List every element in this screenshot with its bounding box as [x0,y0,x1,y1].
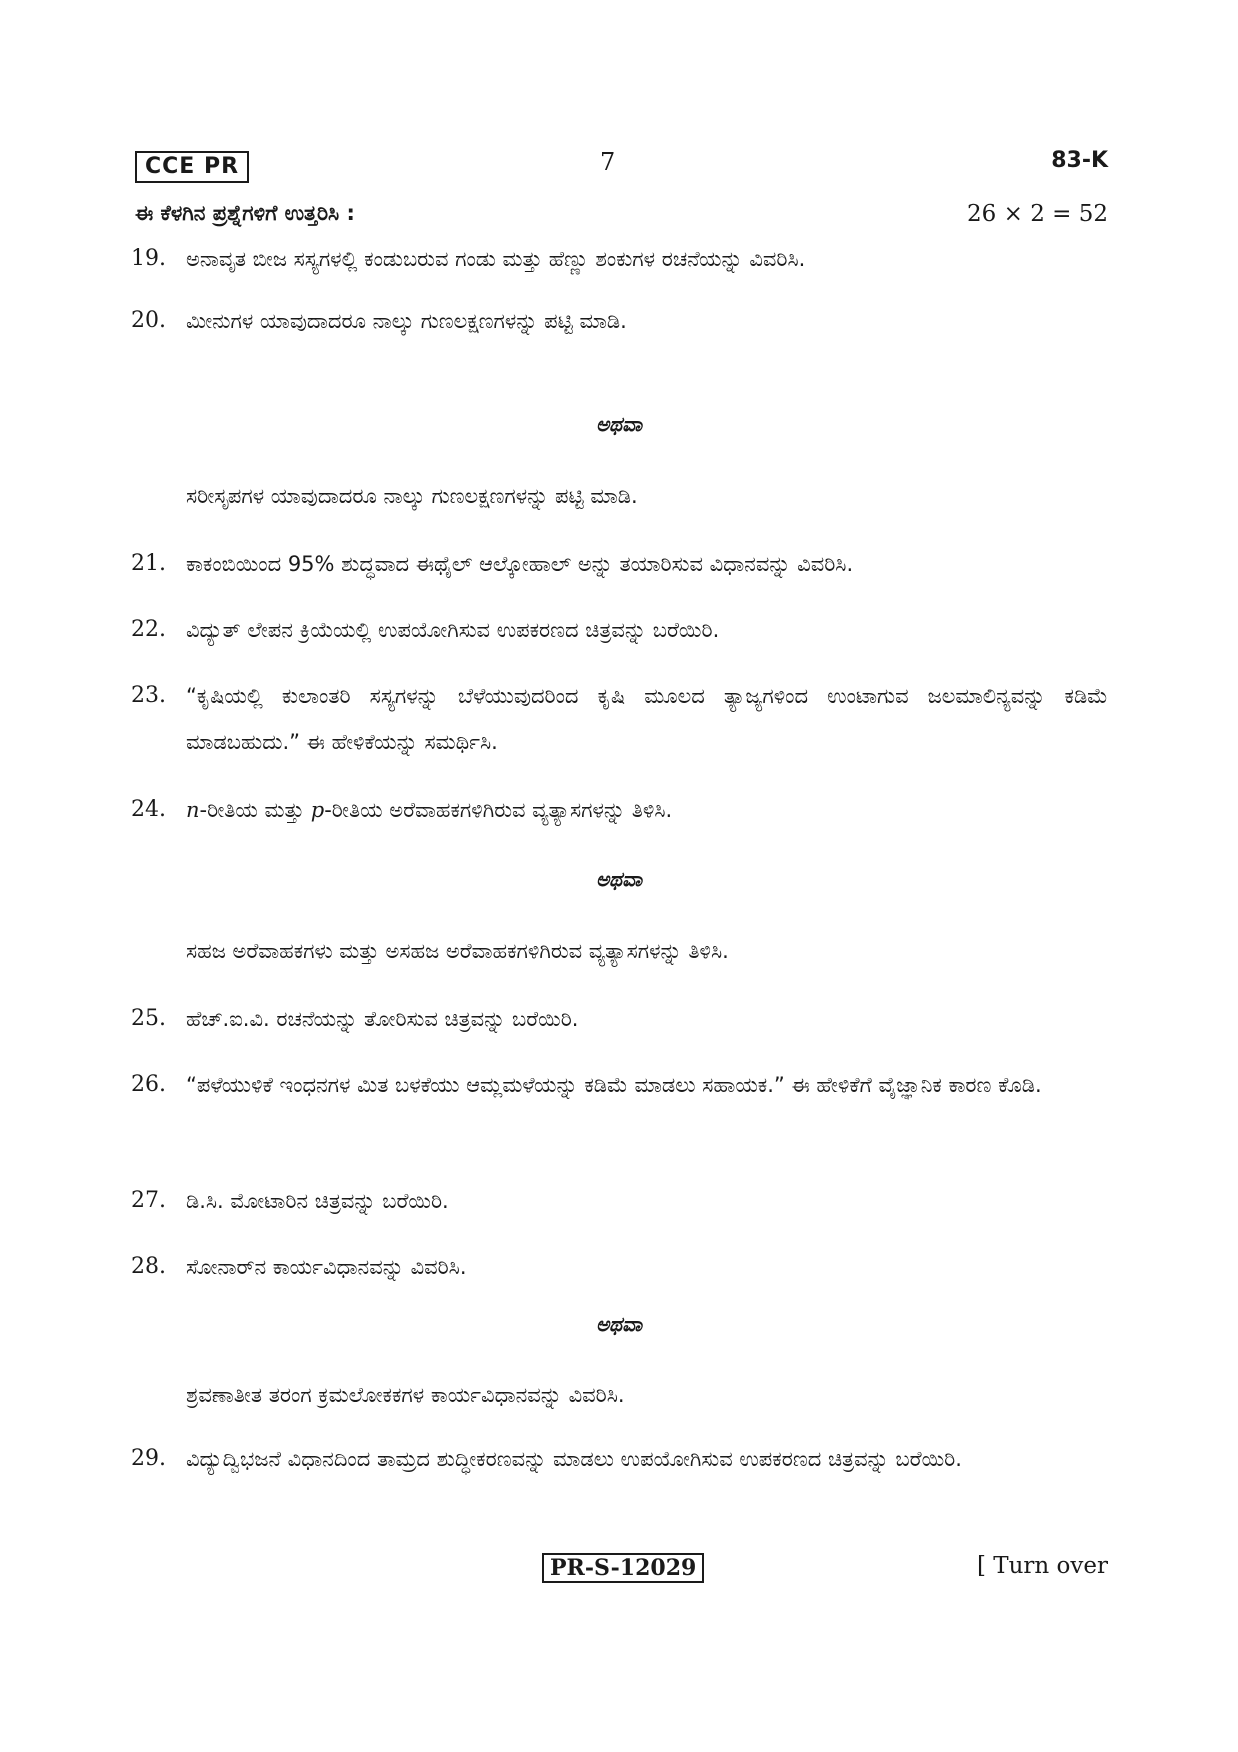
question-text: ವಿದ್ಯುತ್ ಲೇಪನ ಕ್ರಿಯೆಯಲ್ಲಿ ಉಪಯೋಗಿಸುವ ಉಪಕರಣದ ಚಿತ್ರವನ್ನು ಬರೆಯಿರಿ. [186,618,720,642]
question-text: ಹೆಚ್.ಐ.ವಿ. ರಚನೆಯನ್ನು ತೋರಿಸುವ ಚಿತ್ರವನ್ನು ಬರೆಯಿರಿ. [186,1007,579,1031]
question-number: 19. [131,246,166,271]
question-25 [131,996,1108,1042]
question-22 [131,607,1108,653]
question-20 [131,298,1108,344]
alternative-question-24: ಸಹಜ ಅರೆವಾಹಕಗಳು ಮತ್ತು ಅಸಹಜ ಅರೆವಾಹಕಗಳಿಗಿರುವ ವ್ಯತ್ಯಾಸಗಳನ್ನು ತಿಳಿಸಿ. [186,939,729,963]
question-text: ಅನಾವೃತ ಬೀಜ ಸಸ್ಯಗಳಲ್ಲಿ ಕಂಡುಬರುವ ಗಂಡು ಮತ್ತು ಹೆಣ್ಣು ಶಂಕುಗಳ ರಚನೆಯನ್ನು ವಿವರಿಸಿ. [186,247,806,271]
question-number: 23. [131,683,166,708]
variable-p: p [310,798,325,822]
question-28 [131,1244,1108,1290]
variable-n: n [186,798,200,822]
alternative-question-28: ಶ್ರವಣಾತೀತ ತರಂಗ ಕ್ರಮಲೋಕಕಗಳ ಕಾರ್ಯವಿಧಾನವನ್ನು ವಿವರಿಸಿ. [186,1383,625,1407]
question-number: 26. [131,1072,166,1097]
turn-over-note: [ Turn over [976,1553,1108,1579]
alternative-question-20: ಸರೀಸೃಪಗಳ ಯಾವುದಾದರೂ ನಾಲ್ಕು ಗುಣಲಕ್ಷಣಗಳನ್ನು ಪಟ್ಟಿ ಮಾಡಿ. [186,484,638,508]
paper-code: 83-K [1051,148,1108,173]
question-number: 25. [131,1006,166,1031]
exam-code-box: CCE PR [135,151,249,183]
question-number: 24. [131,797,166,822]
question-21 [131,541,1108,587]
question-number: 29. [131,1446,166,1471]
question-number: 22. [131,617,166,642]
question-text: “ಕೃಷಿಯಲ್ಲಿ ಕುಲಾಂತರಿ ಸಸ್ಯಗಳನ್ನು ಬೆಳೆಯುವುದರಿಂದ ಕೃಷಿ ಮೂಲದ ತ್ಯಾಜ್ಯಗಳಿಂದ ಉಂಟಾಗುವ ಜಲಮಾಲಿನ್ಯವನ್ನು ಕಡಿಮೆ ಮಾಡಬಹುದು.” ಈ ಹೇಳಿಕೆಯನ್ನು ಸಮರ್ಥಿಸಿ. [186,684,1108,754]
or-separator: ಅಥವಾ [596,412,642,436]
question-24 [131,787,1108,833]
or-separator: ಅಥವಾ [596,1312,642,1336]
question-number: 28. [131,1254,166,1279]
question-text: ಡಿ.ಸಿ. ಮೋಟಾರಿನ ಚಿತ್ರವನ್ನು ಬರೆಯಿರಿ. [186,1189,449,1213]
question-text: “ಪಳೆಯುಳಿಕೆ ಇಂಧನಗಳ ಮಿತ ಬಳಕೆಯು ಆಮ್ಲಮಳೆಯನ್ನು ಕಡಿಮೆ ಮಾಡಲು ಸಹಾಯಕ.” ಈ ಹೇಳಿಕೆಗೆ ವೈಜ್ಞಾನಿಕ ಕಾರಣ ಕೊಡಿ. [186,1073,1042,1097]
section-marks: 26 × 2 = 52 [967,201,1108,227]
question-number: 27. [131,1188,166,1213]
question-29 [131,1436,1108,1482]
question-27 [131,1178,1108,1224]
question-text: ವಿದ್ಯುದ್ವಿಭಜನೆ ವಿಧಾನದಿಂದ ತಾಮ್ರದ ಶುದ್ಧೀಕರಣವನ್ನು ಮಾಡಲು ಉಪಯೋಗಿಸುವ ಉಪಕರಣದ ಚಿತ್ರವನ್ನು ಬರೆಯಿರಿ. [186,1447,962,1471]
question-23 [131,673,1108,765]
question-number: 20. [131,308,166,333]
footer-paper-code: PR-S-12029 [542,1553,704,1583]
question-19 [131,236,1108,282]
page-number: 7 [600,148,616,176]
question-text: ಕಾಕಂಬಿಯಿಂದ 95% ಶುದ್ಧವಾದ ಈಥೈಲ್ ಆಲ್ಕೋಹಾಲ್ ಅನ್ನು ತಯಾರಿಸುವ ವಿಧಾನವನ್ನು ವಿವರಿಸಿ. [186,552,854,576]
question-text: n-ರೀತಿಯ ಮತ್ತು p-ರೀತಿಯ ಅರೆವಾಹಕಗಳಿಗಿರುವ ವ್ಯತ್ಯಾಸಗಳನ್ನು ತಿಳಿಸಿ. [186,798,673,822]
or-separator: ಅಥವಾ [596,867,642,891]
section-instruction: ಈ ಕೆಳಗಿನ ಪ್ರಶ್ನೆಗಳಿಗೆ ಉತ್ತರಿಸಿ : [135,201,355,225]
question-text: ಸೋನಾರ್‌ನ ಕಾರ್ಯವಿಧಾನವನ್ನು ವಿವರಿಸಿ. [186,1255,467,1279]
question-number: 21. [131,551,166,576]
question-26 [131,1062,1108,1108]
question-text: ಮೀನುಗಳ ಯಾವುದಾದರೂ ನಾಲ್ಕು ಗುಣಲಕ್ಷಣಗಳನ್ನು ಪಟ್ಟಿ ಮಾಡಿ. [186,309,627,333]
